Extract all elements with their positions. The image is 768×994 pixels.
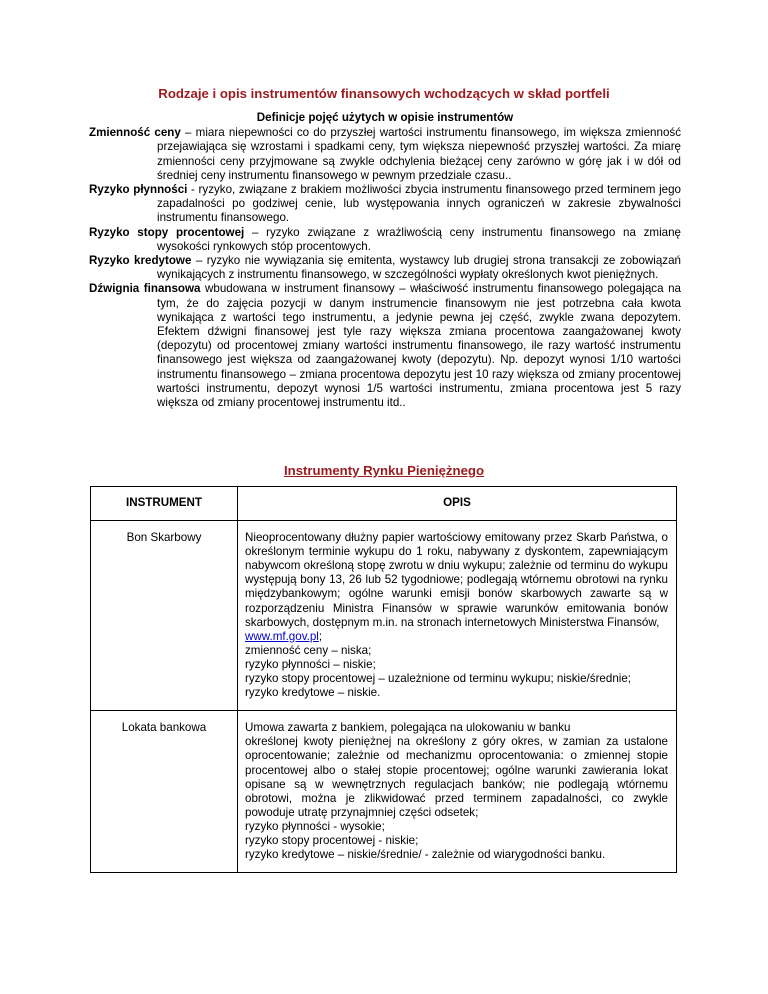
definition-item [89,226,681,254]
definition-term: Ryzyko kredytowe [89,254,192,268]
definition-text: – ryzyko związane z wrażliwością ceny instrumentu finansowego na zmianę wysokości rynkowych stóp procentowych. [157,225,681,253]
description-text: określonej kwoty pieniężnej na określony z góry okres, w zamian za ustalone oprocentowanie; zależnie od mechanizmu oprocentowania: o zmiennej stopie procentowej albo o stałej stopie procentowej; ogólne warunki zawierania lokat opisane są w wewnętrznych regulacjach banków; nie podlegają wtórnemu obrotowi, można je zlikwidować przed terminem zapadalności, co zwykle powoduje utratę przynajmniej części odsetek; [245,735,668,819]
table-row [91,521,677,711]
definition-text: – ryzyko nie wywiązania się emitenta, wystawcy lub drugiej strona transakcji ze zobowiązań wynikających z instrumentu finansowego, w szczególności wypłaty określonych kwot pieniężnych. [157,254,682,282]
definition-item [89,254,681,282]
table-row [91,711,677,873]
definition-text: – miara niepewności co do przyszłej wartości instrumentu finansowego, im większa zmienność przejawiająca się wzrostami i spadkami ceny, tym większa niepewność przyszłej wartości. Za miarę zmienności ceny przyjmowane są zwykle odchylenia bieżącej ceny zarówno w górę jak i w dół od średniej ceny instrumentu finansowego w pewnym przedziale czasu.. [157,126,681,182]
instrument-description [238,711,677,873]
risk-line: ryzyko kredytowe – niskie. [245,686,381,700]
instrument-description [238,521,677,711]
risk-line: ryzyko płynności – niskie; [245,657,376,671]
risk-line: ryzyko płynności - wysokie; [245,819,385,833]
description-text: Nieoprocentowany dłużny papier wartościowy emitowany przez Skarb Państwa, o określonym terminie wykupu do 1 roku, nabywany z dyskontem, zapewniającym nabywcom określoną stopę zwrotu w dniu wykupu; zależnie od terminu do wykupu występują bony 13, 26 lub 52 tygodniowe; podlegają wtórnemu obrotowi na rynku międzybankowym; ogólne warunki emisji bonów skarbowych zawarte są w rozporządzeniu Ministra Finansów w sprawie warunków emitowania bonów skarbowych, dostępnym m.in. na stronach internetowych Ministerstwa Finansów, www.mf.gov.pl; [245,531,668,643]
definition-item [89,126,681,183]
risk-line: ryzyko kredytowe – niskie/średnie/ - zależnie od wiarygodności banku. [245,848,606,862]
instruments-table [90,486,677,873]
risk-line: ryzyko stopy procentowej - niskie; [245,833,419,847]
document-title: Rodzaje i opis instrumentów finansowych wchodzących w skład portfeli [158,86,610,101]
risk-line: zmienność ceny – niska; [245,643,372,657]
definition-item [89,282,681,410]
section-title: Instrumenty Rynku Pieniężnego [283,463,485,478]
definition-term: Ryzyko płynności [89,183,188,197]
mf-website-link[interactable]: www.mf.gov.pl [245,629,319,643]
definition-term: Zmienność ceny [89,126,181,140]
table-header-row [91,487,677,521]
column-header-instrument: INSTRUMENT [91,487,238,521]
definition-item [89,183,681,226]
instrument-name: Lokata bankowa [91,711,238,873]
definitions-section [89,111,681,410]
definition-text: wbudowana w instrument finansowy – właściwość instrumentu finansowego polegająca na tym, że do zajęcia pozycji w danym instrumencie finansowym nie jest potrzebna cała kwota wynikająca z wartości tego instrumentu, a jedynie pewna jej część, zwykle zwana depozytem. Efektem dźwigni finansowej jest tyle razy większa zmiana procentowa zaangażowanej kwoty (depozytu) od procentowej zmiany wartości instrumentu finansowego, ile razy wartość instrumentu finansowego jest większa od zaangażowanej kwoty (depozytu). Np. depozyt wynosi 1/10 wartości instrumentu finansowego – zmiana procentowa depozytu jest 10 razy większa od zmiany procentowej wartości instrumentu, depozyt wynosi 1/5 wartości instrumentu, zmiana procentowa jest 5 razy większa od zmiany procentowej instrumentu itd.. [157,282,681,410]
definitions-heading: Definicje pojęć użytych w opisie instrumentów [256,111,514,124]
description-first-line: Umowa zawarta z bankiem, polegająca na ulokowaniu w banku [245,721,571,735]
definition-term: Ryzyko stopy procentowej [89,225,245,239]
definition-text: - ryzyko, związane z brakiem możliwości zbycia instrumentu finansowego przed terminem jego zapadalności po godziwej cenie, lub występowania innych ograniczeń w zakresie zbywalności instrumentu finansowego. [157,183,681,225]
definition-term: Dźwignia finansowa [89,282,201,296]
column-header-opis: OPIS [238,487,677,521]
risk-line: ryzyko stopy procentowej – uzależnione od terminu wykupu; niskie/średnie; [245,672,632,686]
instrument-name: Bon Skarbowy [91,521,238,711]
